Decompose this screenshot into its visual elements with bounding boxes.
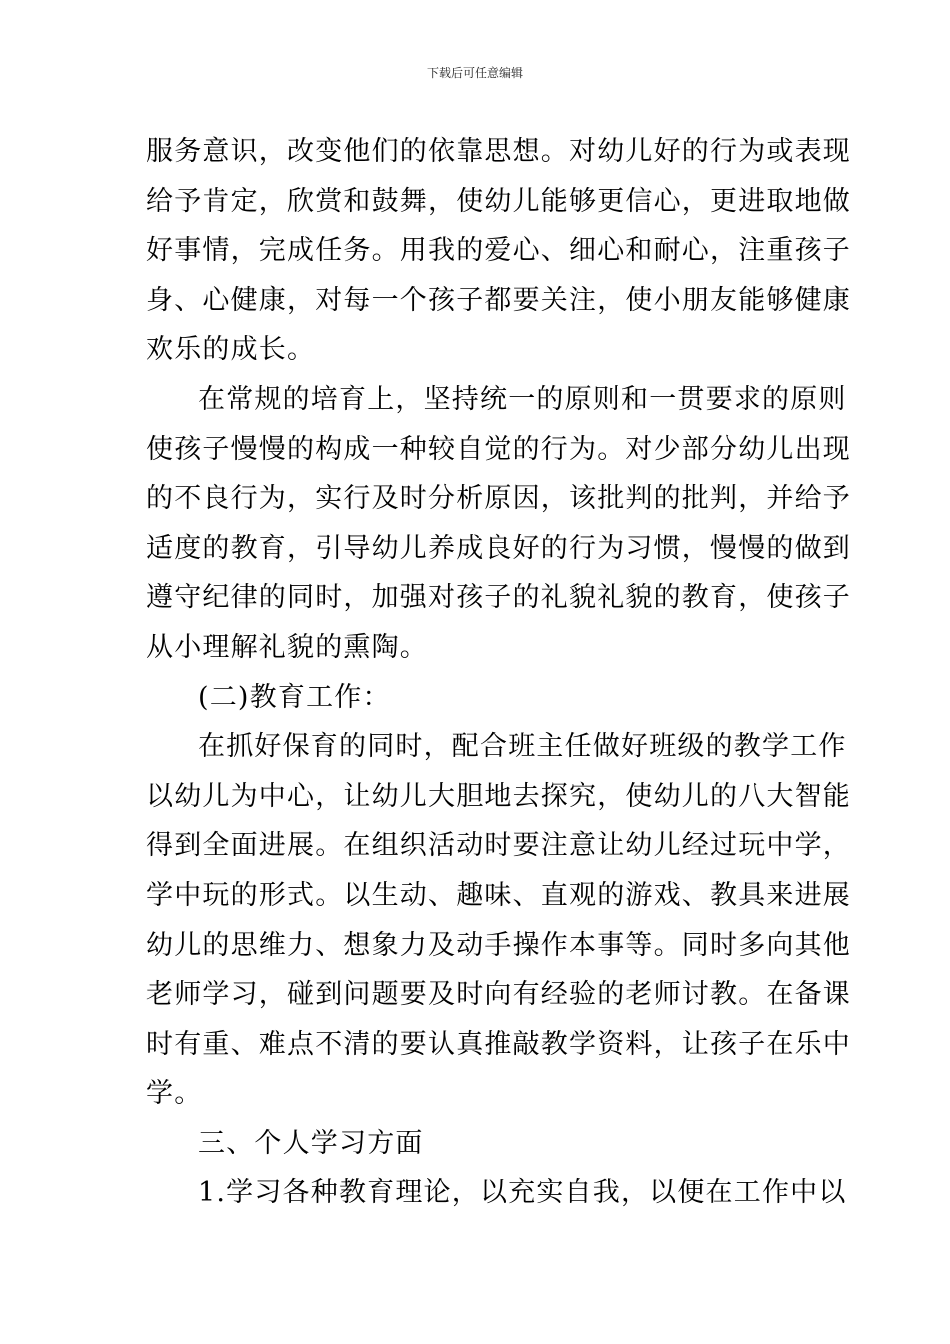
text-line: 以幼儿为中心，让幼儿大胆地去探究，使幼儿的八大智能 bbox=[146, 780, 851, 812]
text-line: 学。 bbox=[146, 1078, 203, 1110]
text-line: 遵守纪律的同时，加强对孩子的礼貌礼貌的教育，使孩子 bbox=[146, 582, 851, 614]
text-line: 从小理解礼貌的熏陶。 bbox=[146, 631, 428, 663]
text-line: 老师学习，碰到问题要及时向有经验的老师讨教。在备课 bbox=[146, 979, 851, 1011]
section-heading: (二)教育工作： bbox=[198, 681, 391, 713]
text-line: 幼儿的思维力、想象力及动手操作本事等。同时多向其他 bbox=[146, 929, 851, 961]
text-line: 的不良行为，实行及时分析原因，该批判的批判，并给予 bbox=[146, 483, 851, 515]
text-line: 得到全面进展。在组织活动时要注意让幼儿经过玩中学， bbox=[146, 830, 851, 862]
section-heading: 三、个人学习方面 bbox=[198, 1127, 424, 1159]
text-line: 使孩子慢慢的构成一种较自觉的行为。对少部分幼儿出现 bbox=[146, 433, 851, 465]
paragraph-start-line: 在常规的培育上，坚持统一的原则和一贯要求的原则 bbox=[198, 383, 847, 415]
text-line: 时有重、难点不清的要认真推敲教学资料，让孩子在乐中 bbox=[146, 1028, 851, 1060]
text-line: 欢乐的成长。 bbox=[146, 334, 316, 366]
text-line: 适度的教育，引导幼儿养成良好的行为习惯，慢慢的做到 bbox=[146, 532, 851, 564]
list-item: 1.学习各种教育理论，以充实自我，以便在工作中以 bbox=[198, 1177, 847, 1209]
text-line: 身、心健康，对每一个孩子都要关注，使小朋友能够健康 bbox=[146, 284, 851, 316]
text-line: 给予肯定，欣赏和鼓舞，使幼儿能够更信心，更进取地做 bbox=[146, 185, 851, 217]
text-line: 学中玩的形式。以生动、趣味、直观的游戏、教具来进展 bbox=[146, 879, 851, 911]
paragraph-start-line: 在抓好保育的同时，配合班主任做好班级的教学工作 bbox=[198, 731, 847, 763]
text-line: 服务意识，改变他们的依靠思想。对幼儿好的行为或表现 bbox=[146, 136, 851, 167]
page-header: 下载后可任意编辑 bbox=[426, 66, 523, 80]
text-line: 好事情，完成任务。用我的爱心、细心和耐心，注重孩子 bbox=[146, 235, 851, 267]
document-body bbox=[146, 127, 851, 1218]
